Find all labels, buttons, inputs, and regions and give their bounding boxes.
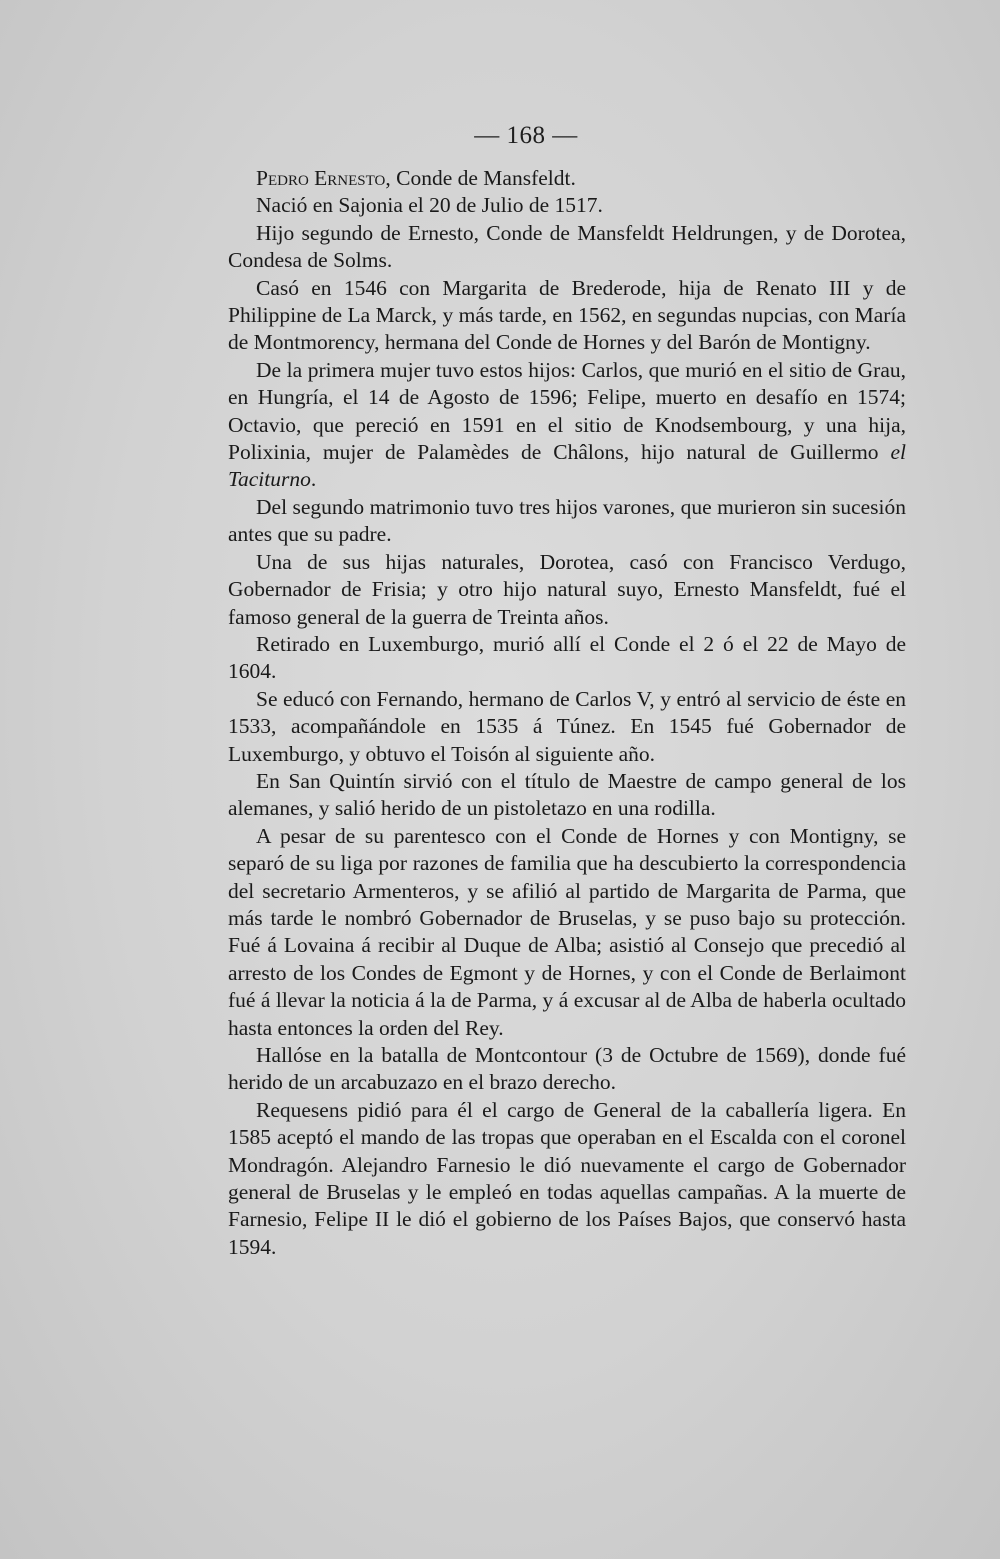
paragraph-marriages: Casó en 1546 con Margarita de Brederode, hija de Renato III y de Philippine de La Marck, y más tarde, en 1562, en segundas nupcias, con María de Montmorency, hermana del Conde de Hornes y del Barón de Montigny. bbox=[228, 275, 906, 355]
paragraph-second-marriage: Del segundo matrimonio tuvo tres hijos varones, que murieron sin sucesión antes que su padre. bbox=[228, 494, 906, 547]
children-end: . bbox=[310, 467, 317, 492]
paragraph-later-career: Requesens pidió para él el cargo de General de la caballería ligera. En 1585 aceptó el mando de las tropas que operaban en el Escalda con el coronel Mondragón. Alejandro Farnesio le dió nuevamente el cargo de Gobernador general de Bruselas y le empleó en todas aquellas campañas. A la muerte de Farnesio, Felipe II le dió el gobierno de los Países Bajos, que conservó hasta 1594. bbox=[228, 1097, 906, 1259]
paragraph-politics: A pesar de su parentesco con el Conde de Hornes y con Montigny, se separó de su liga por razones de familia que ha descubierto la correspondencia del secretario Armenteros, y se afilió al partido de Margarita de Parma, que más tarde le nombró Gobernador de Bruselas, y se puso bajo su protección. Fué á Lovaina á recibir al Duque de Alba; asistió al Consejo que precedió al arresto de los Condes de Egmont y de Hornes, y con el Conde de Berlaimont fué á llevar la noticia á la de Parma, y á excusar al de Alba de haberla ocultado hasta entonces la orden del Rey. bbox=[228, 823, 906, 1040]
paragraph-natural-children: Una de sus hijas naturales, Dorotea, casó con Francisco Verdugo, Gobernador de Frisia; y otro hijo natural suyo, Ernesto Mansfeldt, fué el famoso general de la guerra de Treinta años. bbox=[228, 549, 906, 629]
paragraph-parents: Hijo segundo de Ernesto, Conde de Mansfeldt Heldrungen, y de Dorotea, Condesa de Solms. bbox=[228, 220, 906, 273]
paragraph-children bbox=[228, 357, 906, 494]
paragraph-education: Se educó con Fernando, hermano de Carlos V, y entró al servicio de éste en 1533, acompañándole en 1535 á Túnez. En 1545 fué Gobernador de Luxemburgo, y obtuvo el Toisón al siguiente año. bbox=[228, 686, 906, 766]
page-number: — 168 — bbox=[474, 122, 578, 149]
subject-name: Pedro Ernesto, bbox=[256, 166, 391, 190]
paragraph-san-quintin: En San Quintín sirvió con el título de Maestre de campo general de los alemanes, y salió herido de un pistoletazo en una rodilla. bbox=[228, 768, 906, 821]
paragraph-birth: Nació en Sajonia el 20 de Julio de 1517. bbox=[256, 193, 603, 218]
biography-text bbox=[228, 165, 906, 1261]
subject-title: Conde de Mansfeldt. bbox=[390, 166, 576, 190]
paragraph-death: Retirado en Luxemburgo, murió allí el Conde el 2 ó el 22 de Mayo de 1604. bbox=[228, 631, 906, 684]
children-text: De la primera mujer tuvo estos hijos: Carlos, que murió en el sitio de Grau, en Hungría, el 14 de Agosto de 1596; Felipe, muerto en desafío en 1574; Octavio, que pereció en 1591 en el sitio de Knodsembourg, y una hija, Polixinia, mujer de Palamèdes de Châlons, hijo natural de Guillermo bbox=[228, 357, 906, 465]
paragraph-montcontour: Hallóse en la batalla de Montcontour (3 de Octubre de 1569), donde fué herido de un arcabuzazo en el brazo derecho. bbox=[228, 1043, 906, 1095]
epithet: el Taciturno bbox=[228, 440, 906, 492]
heading-paragraph bbox=[228, 165, 906, 192]
